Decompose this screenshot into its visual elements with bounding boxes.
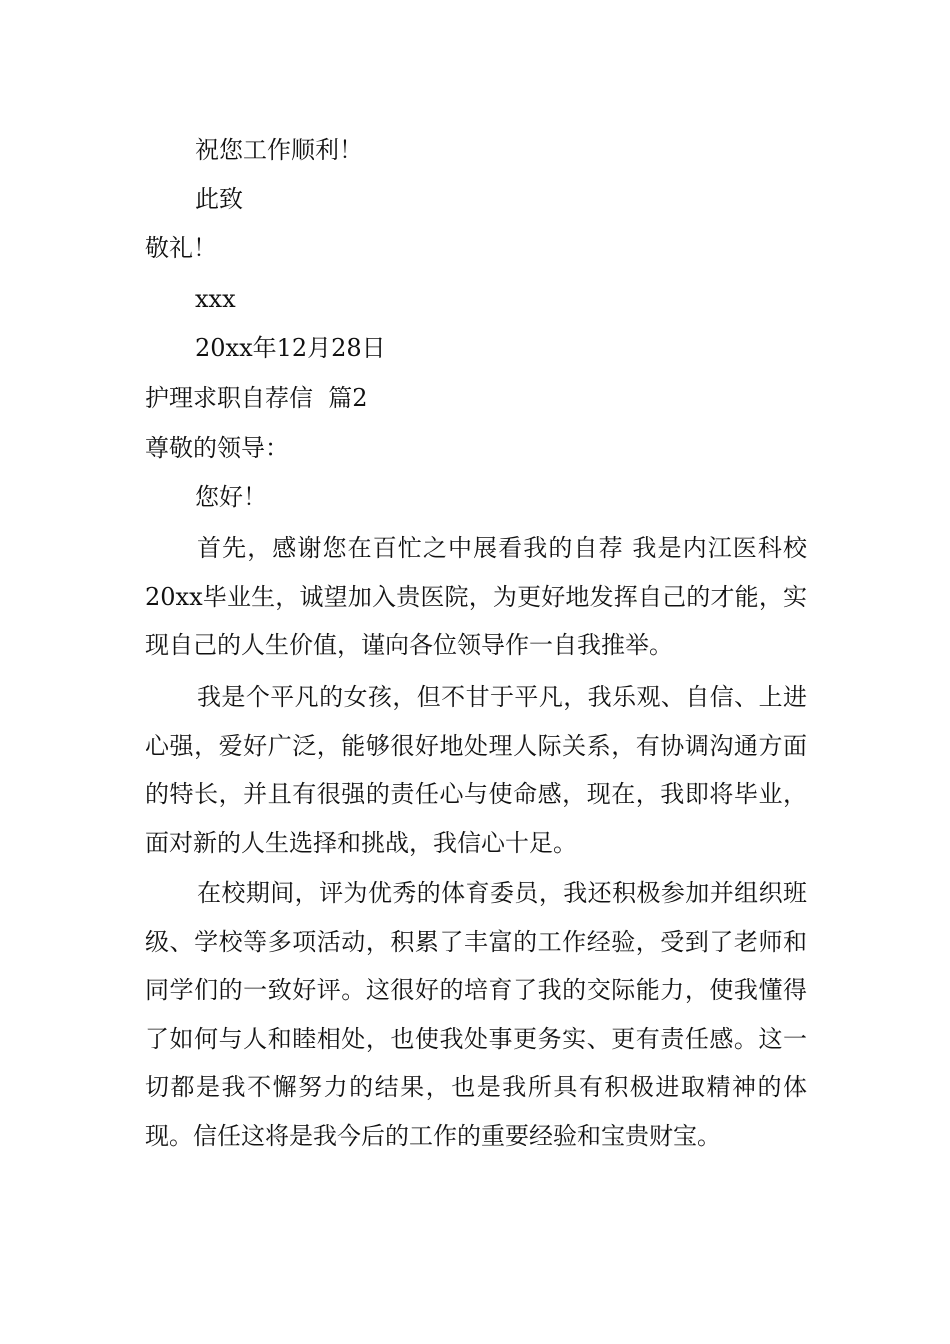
salutation: 尊敬的领导： — [145, 434, 289, 462]
paragraph-2: 我是个平凡的女孩，但不甘于平凡，我乐观、自信、上进心强，爱好广泛，能够很好地处理人际关系，有协调沟通方面的特长，并且有很强的责任心与使命感，现在，我即将毕业，面对新的人生选择和挑战，我信心十足。 — [145, 683, 807, 857]
signature: xxx — [195, 285, 236, 313]
paragraph-3: 在校期间，评为优秀的体育委员，我还积极参加并组织班级、学校等多项活动，积累了丰富的工作经验，受到了老师和同学们的一致好评。这很好的培育了我的交际能力，使我懂得了如何与人和睦相处，也使我处事更务实、更有责任感。这一切都是我不懈努力的结果，也是我所具有积极进取精神的体现。信任这将是我今后的工作的重要经验和宝贵财宝。 — [145, 879, 807, 1150]
letter-date: 20xx年12月28日 — [195, 334, 386, 362]
greeting: 您好！ — [195, 483, 267, 511]
section-title: 护理求职自荐信 篇2 — [145, 384, 368, 412]
closing-wish: 祝您工作顺利！ — [195, 136, 363, 164]
closing-regards-2: 敬礼！ — [145, 234, 217, 262]
paragraph-1: 首先，感谢您在百忙之中展看我的自荐 我是内江医科校20xx毕业生，诚望加入贵医院，为更好地发挥自己的才能，实现自己的人生价值，谨向各位领导作一自我推举。 — [145, 534, 807, 659]
closing-regards-1: 此致 — [195, 185, 243, 213]
